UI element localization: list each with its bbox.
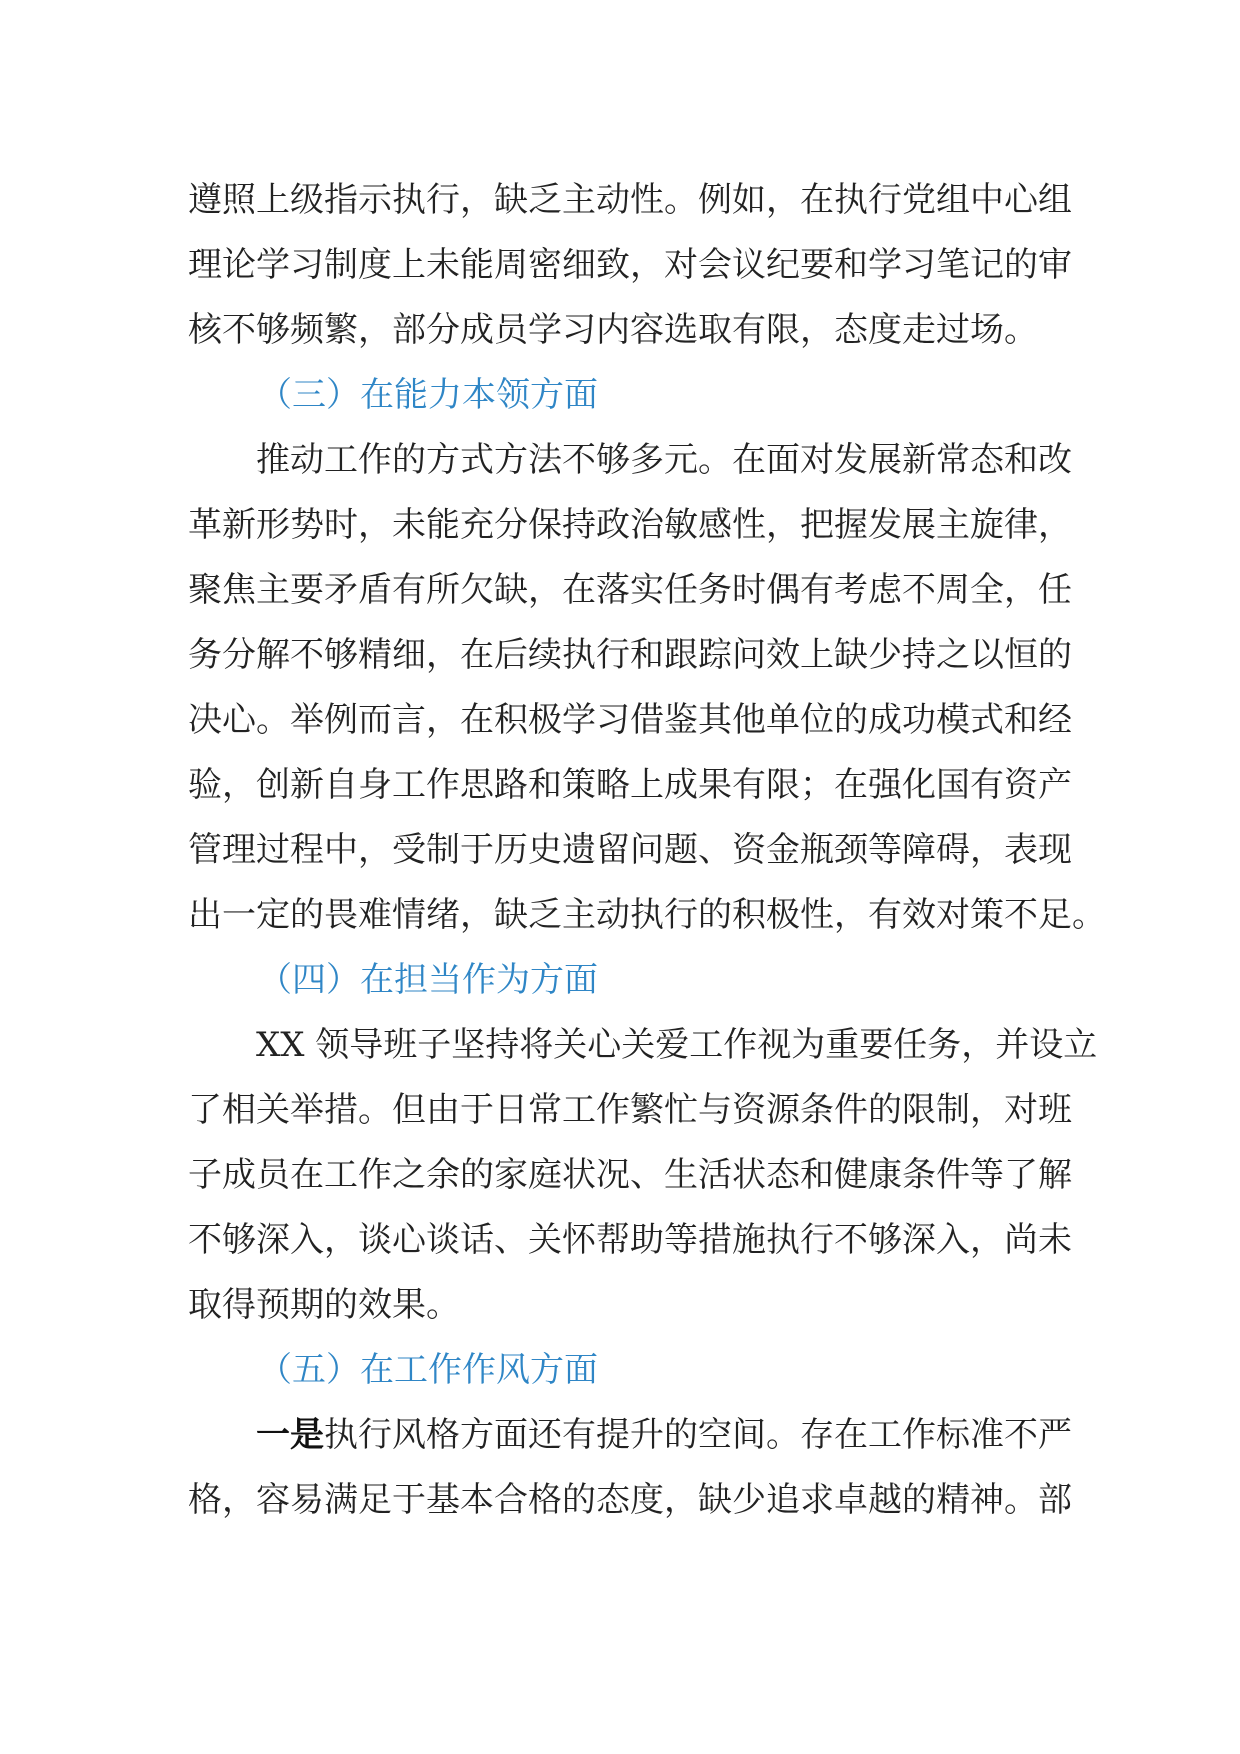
section-heading-3: （三）在能力本领方面 (258, 375, 598, 415)
text-line: 子成员在工作之余的家庭状况、生活状态和健康条件等了解 (188, 1155, 1072, 1195)
paragraph-responsibility (188, 1013, 1098, 1338)
paragraph-work-style (188, 1403, 1072, 1533)
text-line: 聚焦主要矛盾有所欠缺，在落实任务时偶有考虑不周全，任 (188, 570, 1072, 610)
text-line: 了相关举措。但由于日常工作繁忙与资源条件的限制，对班 (188, 1090, 1072, 1130)
text-line: 格，容易满足于基本合格的态度，缺少追求卓越的精神。部 (188, 1480, 1072, 1520)
text-line-rest: 执行风格方面还有提升的空间。存在工作标准不严 (324, 1415, 1072, 1455)
section-heading-5: （五）在工作作风方面 (258, 1350, 598, 1390)
text-line: 遵照上级指示执行，缺乏主动性。例如，在执行党组中心组 (188, 180, 1072, 220)
lead-term: 一是 (256, 1415, 324, 1455)
text-line: 管理过程中，受制于历史遗留问题、资金瓶颈等障碍，表现 (188, 830, 1072, 870)
text-line: 决心。举例而言，在积极学习借鉴其他单位的成功模式和经 (188, 700, 1072, 740)
text-line: 革新形势时，未能充分保持政治敏感性，把握发展主旋律， (188, 505, 1072, 545)
document-body (188, 168, 1106, 1533)
paragraph-continued (188, 168, 1072, 363)
text-line: 验，创新自身工作思路和策略上成果有限；在强化国有资产 (188, 765, 1072, 805)
text-line: XX 领导班子坚持将关心关爱工作视为重要任务，并设立 (256, 1025, 1098, 1065)
text-line: 理论学习制度上未能周密细致，对会议纪要和学习笔记的审 (188, 245, 1072, 285)
text-line: 核不够频繁，部分成员学习内容选取有限，态度走过场。 (188, 310, 1038, 350)
text-line-with-lead (188, 1403, 1072, 1468)
paragraph-ability (188, 428, 1106, 948)
text-line: 不够深入，谈心谈话、关怀帮助等措施执行不够深入，尚未 (188, 1220, 1072, 1260)
text-line: 取得预期的效果。 (188, 1285, 460, 1325)
section-heading-4: （四）在担当作为方面 (258, 960, 598, 1000)
text-line: 出一定的畏难情绪，缺乏主动执行的积极性，有效对策不足。 (188, 895, 1106, 935)
text-line: 推动工作的方式方法不够多元。在面对发展新常态和改 (256, 440, 1072, 480)
text-line: 务分解不够精细，在后续执行和跟踪问效上缺少持之以恒的 (188, 635, 1072, 675)
